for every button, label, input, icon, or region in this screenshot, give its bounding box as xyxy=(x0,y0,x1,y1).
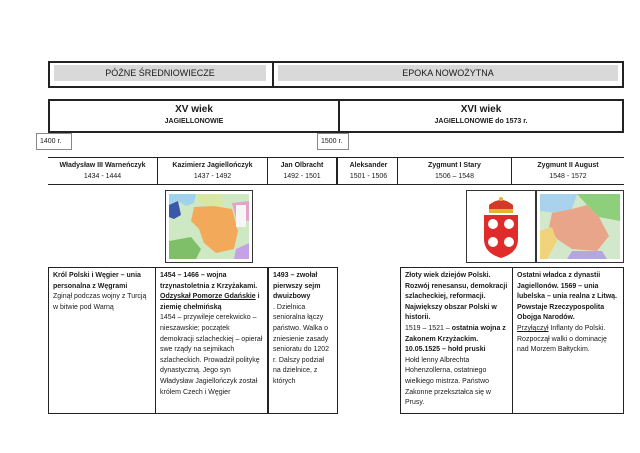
ruler-dates: 1501 - 1506 xyxy=(349,173,388,180)
century-subtitle: JAGIELLONOWIE do 1573 r. xyxy=(434,118,528,125)
era-divider xyxy=(272,61,274,88)
description-text: Hołd lenny Albrechta Hohenzollerna, ostatniego wielkiego mistrza. Państwo Zakonne przekształca się w Prusy. xyxy=(405,356,491,407)
description-text: Inflanty do Polski. Rozpoczął walki o dominację nad Morzem Bałtyckim. xyxy=(517,324,607,354)
description-jan-olbracht xyxy=(268,267,338,414)
description-bold: Ostatni władca z dynastii Jagiellonów. 1569 – unia lubelska – unia realna z Litwą. Powstaje Rzeczypospolita Obojga Narodów. xyxy=(517,272,617,322)
description-kazimierz xyxy=(155,267,268,414)
ruler-dates: 1506 – 1548 xyxy=(435,173,474,180)
century-subtitle: JAGIELLONOWIE xyxy=(164,118,224,125)
century-xvi xyxy=(340,103,622,128)
description-zygmunt-august xyxy=(512,267,624,414)
ruler-dates: 1437 - 1492 xyxy=(193,173,232,180)
era-modern-period: EPOKA NOWOŻYTNA xyxy=(278,65,618,81)
description-bold: Złoty wiek dziejów Polski. Rozwój renesansu, demokracji szlacheckiej, reformacji. Największy obszar Polski w historii. xyxy=(405,272,508,322)
ruler-name: Jan Olbracht xyxy=(280,162,324,169)
year-marker-1400: 1400 r. xyxy=(36,133,72,150)
ruler-dates: 1548 - 1572 xyxy=(549,173,587,180)
year-marker-1500: 1500 r. xyxy=(317,133,349,150)
description-zygmunt-stary xyxy=(400,267,513,414)
century-title: XVI wiek xyxy=(460,104,502,115)
ruler-wladyslaw xyxy=(48,157,158,185)
description-years: 1519 – 1521 – xyxy=(405,324,452,332)
ruler-dates: 1492 - 1501 xyxy=(283,173,321,180)
description-bold: i ziemię chełmińską xyxy=(160,293,260,311)
ruler-zygmunt-august xyxy=(512,157,624,185)
century-xv xyxy=(50,103,338,128)
map-icon xyxy=(537,191,623,262)
description-text: Zginął podczas wojny z Turcją w bitwie pod Warną xyxy=(53,293,147,311)
description-text: . Dzielnica senioralna łączy państwo. Walka o zniesienie zasady senioratu do 1202 r. Dalszy podział na dzielnice, z których xyxy=(273,303,330,385)
description-underlined: Odzyskał Pomorze Gdańskie xyxy=(160,293,256,301)
ruler-name: Władysław III Warneńczyk xyxy=(59,162,146,169)
coat-of-arms-icon xyxy=(467,191,535,262)
map-image-15th-century xyxy=(165,190,253,263)
map-icon xyxy=(166,191,252,262)
century-title: XV wiek xyxy=(175,104,213,115)
description-bold: 1493 – zwołał pierwszy sejm dwuizbowy xyxy=(273,272,321,301)
ruler-name: Zygmunt II August xyxy=(537,162,599,169)
description-bold: 1454 – 1466 – wojna trzynastoletnia z Krzyżakami. xyxy=(160,272,258,290)
ruler-name: Aleksander xyxy=(349,162,388,169)
ruler-kazimierz xyxy=(158,157,268,185)
ruler-aleksander xyxy=(340,157,398,185)
era-late-middle-ages: PÓŹNE ŚREDNIOWIECZE xyxy=(54,65,266,81)
map-image-16th-century xyxy=(536,190,624,263)
description-bold: ostatnia wojna z Zakonem Krzyżackim. xyxy=(405,324,506,343)
ruler-zygmunt-stary xyxy=(398,157,512,185)
ruler-jan-olbracht xyxy=(268,157,338,185)
coat-of-arms-image xyxy=(466,190,536,263)
description-bold: 10.05.1525 – hołd pruski xyxy=(405,346,486,354)
ruler-dates: 1434 - 1444 xyxy=(83,173,122,180)
ruler-name: Kazimierz Jagiellończyk xyxy=(172,162,253,169)
ruler-name: Zygmunt I Stary xyxy=(428,162,481,169)
description-bold: Król Polski i Węgier – unia personalna z Węgrami xyxy=(53,272,141,290)
description-underlined: Przyłączył xyxy=(517,324,549,332)
description-wladyslaw xyxy=(48,267,158,414)
description-text: 1454 – przywileje cerekwicko – nieszawskie; początek demokracji szlacheckiej – opierał swe rządy na sejmikach szlacheckich. Prowadził politykę dynastyczną. Jego syn Władysław Jagiellończyk został królem Czech i Węgier xyxy=(160,314,263,396)
